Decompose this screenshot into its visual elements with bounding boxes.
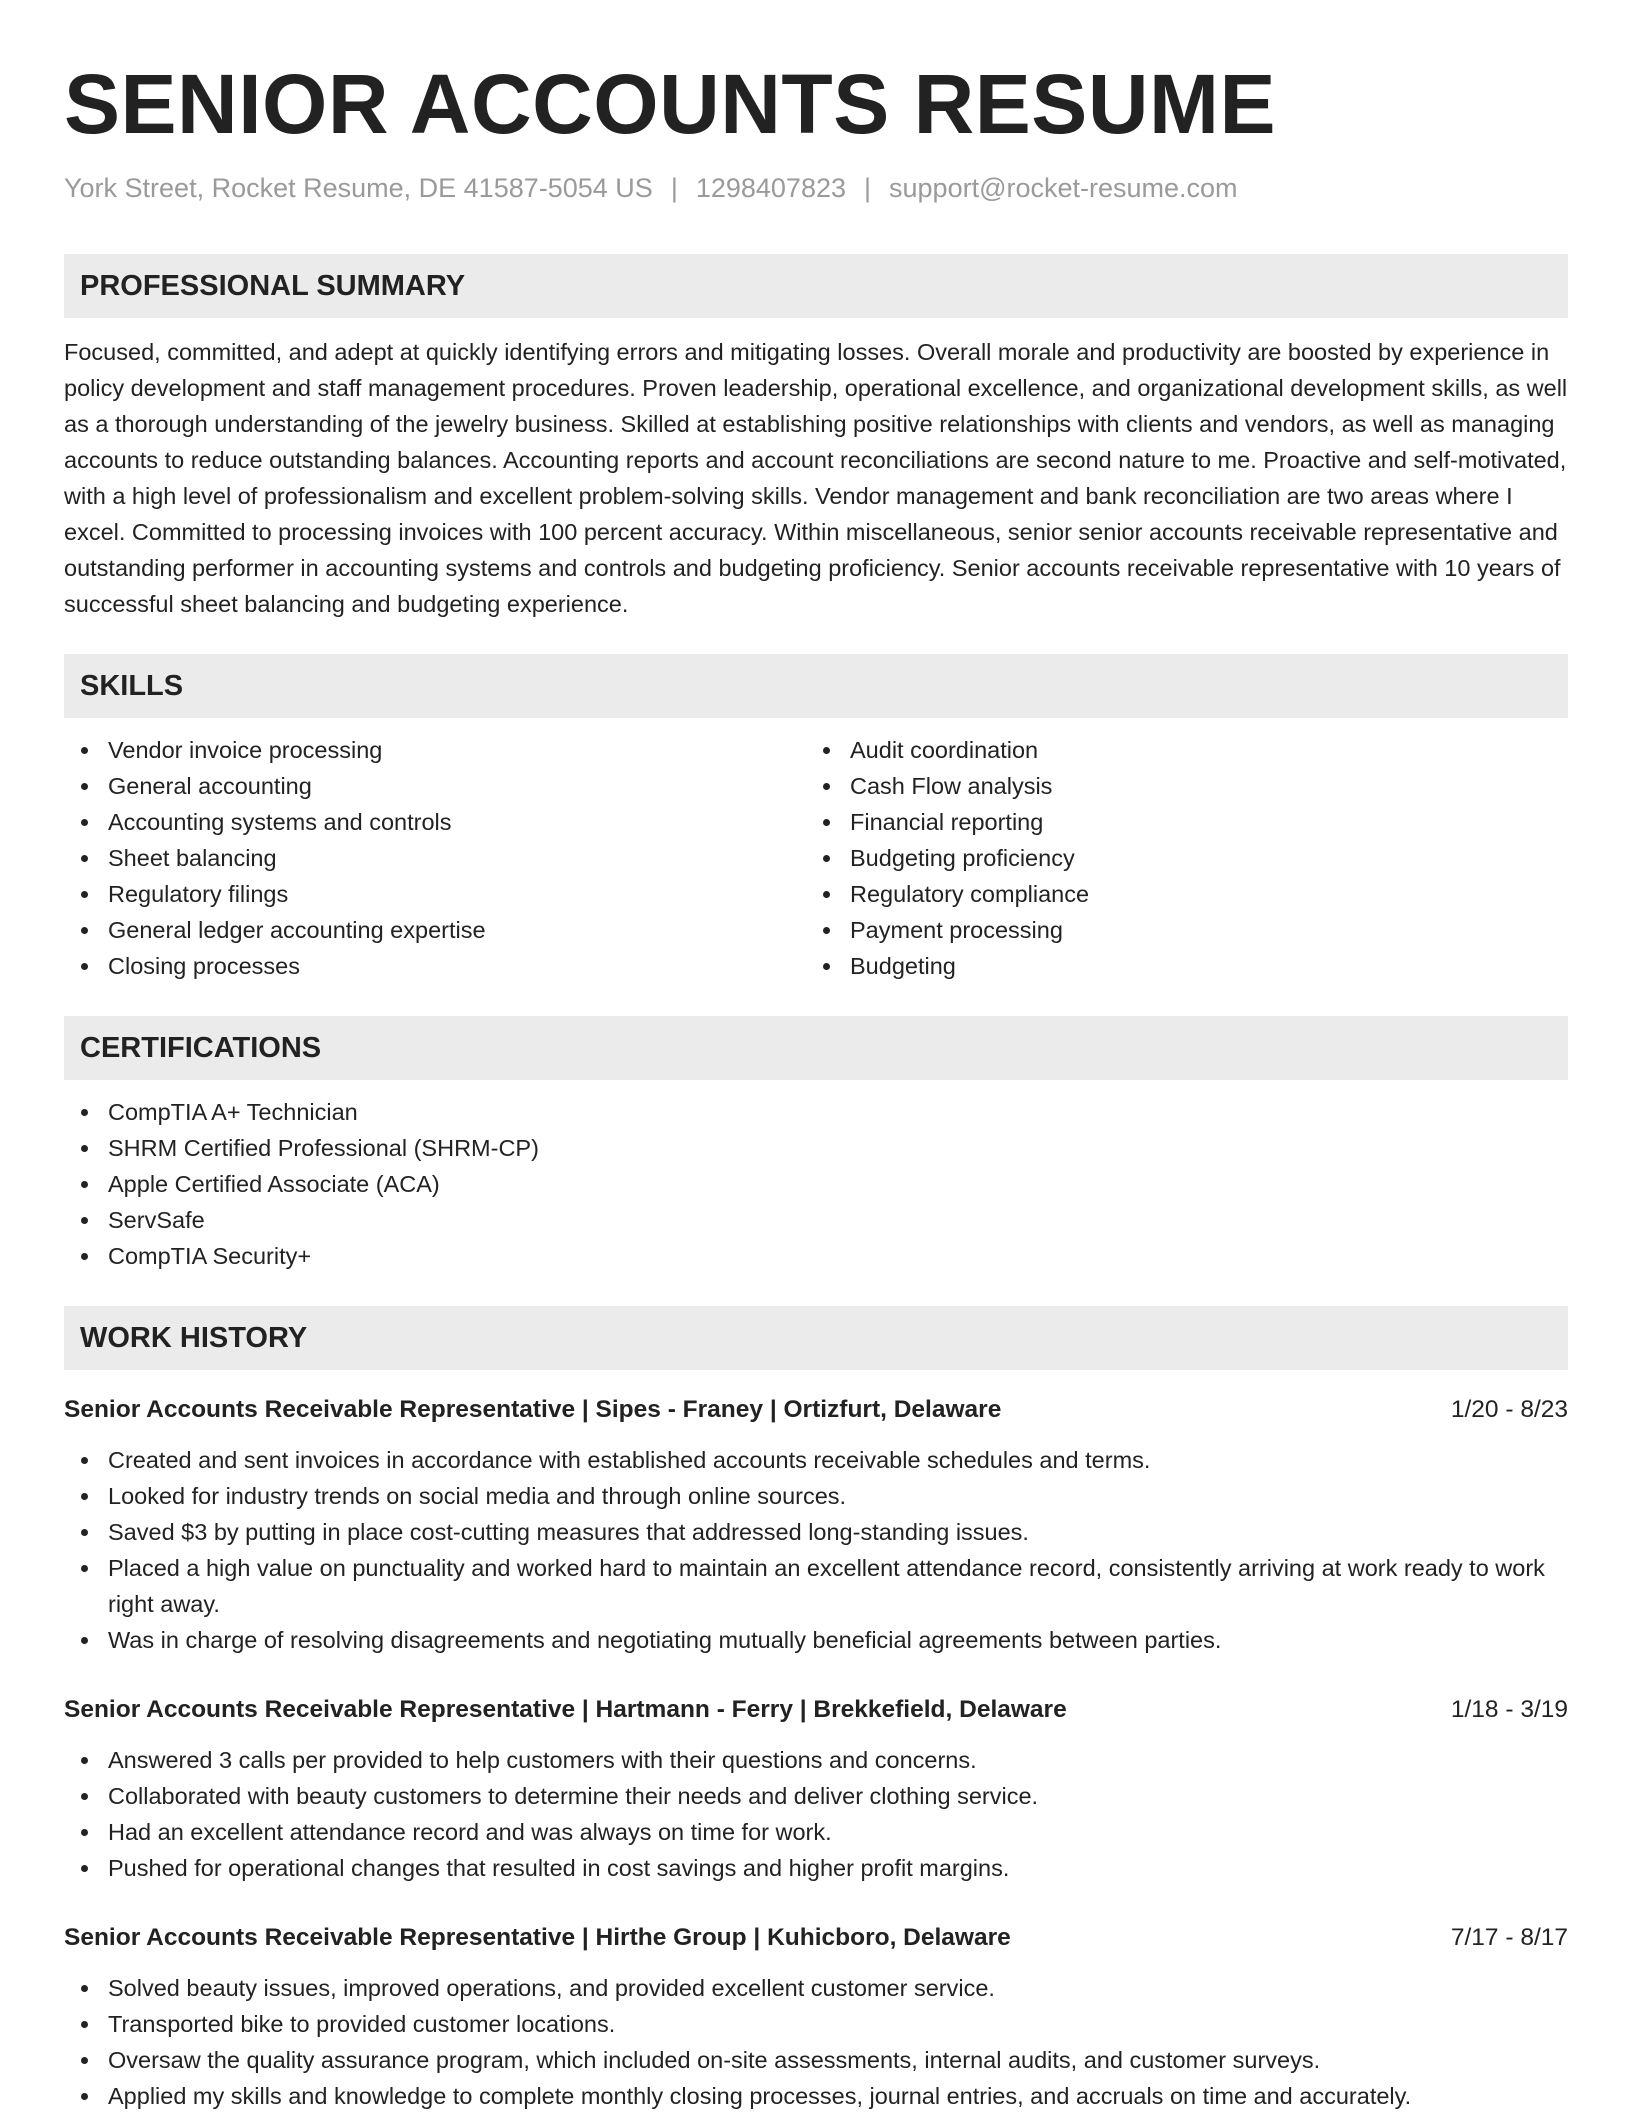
job-bullet: Answered 3 calls per provided to help customers with their questions and concerns. <box>64 1742 1568 1778</box>
contact-phone: 1298407823 <box>695 173 846 203</box>
certification-item: Apple Certified Associate (ACA) <box>64 1166 1568 1202</box>
skill-item: Vendor invoice processing <box>64 732 806 768</box>
job-bullet: Saved $3 by putting in place cost-cutting measures that addressed long-standing issues. <box>64 1514 1568 1550</box>
job-header <box>64 1692 1568 1728</box>
job-bullet: Applied my skills and knowledge to complete monthly closing processes, journal entries, and accruals on time and accurately. <box>64 2078 1568 2114</box>
job-entry <box>64 1692 1568 1886</box>
section-heading-skills: SKILLS <box>64 654 1568 718</box>
job-bullet: Was in charge of resolving disagreements and negotiating mutually beneficial agreements between parties. <box>64 1622 1568 1658</box>
skills-column-right <box>806 732 1548 984</box>
job-title: Senior Accounts Receivable Representative | Hartmann - Ferry | Brekkefield, Delaware <box>64 1696 1067 1723</box>
certification-item: CompTIA Security+ <box>64 1238 1568 1274</box>
certifications-list <box>64 1094 1568 1274</box>
skill-item: Financial reporting <box>806 804 1548 840</box>
skills-list <box>64 732 1568 984</box>
contact-email: support@rocket-resume.com <box>889 173 1238 203</box>
job-bullet: Placed a high value on punctuality and worked hard to maintain an excellent attendance record, consistently arriving at work ready to work right away. <box>64 1550 1568 1622</box>
job-header <box>64 1392 1568 1428</box>
job-bullet: Looked for industry trends on social media and through online sources. <box>64 1478 1568 1514</box>
skill-item: Audit coordination <box>806 732 1548 768</box>
certification-item: CompTIA A+ Technician <box>64 1094 1568 1130</box>
skill-item: Cash Flow analysis <box>806 768 1548 804</box>
job-bullet: Had an excellent attendance record and was always on time for work. <box>64 1814 1568 1850</box>
skill-item: General ledger accounting expertise <box>64 912 806 948</box>
certification-item: SHRM Certified Professional (SHRM-CP) <box>64 1130 1568 1166</box>
skills-column-left <box>64 732 806 984</box>
job-bullet: Pushed for operational changes that resulted in cost savings and higher profit margins. <box>64 1850 1568 1886</box>
job-bullet: Transported bike to provided customer locations. <box>64 2006 1568 2042</box>
job-entry <box>64 1920 1568 2114</box>
summary-text: Focused, committed, and adept at quickly identifying errors and mitigating losses. Overall morale and productivity are boosted by experience in policy development and staff management procedures. Proven leadership, operational excellence, and organizational development skills, as well as a thorough understanding of the jewelry business. Skilled at establishing positive relationships with clients and vendors, as well as managing accounts to reduce outstanding balances. Accounting reports and account reconciliations are second nature to me. Proactive and self-motivated, with a high level of professionalism and excellent problem-solving skills. Vendor management and bank reconciliation are two areas where I excel. Committed to processing invoices with 100 percent accuracy. Within miscellaneous, senior senior accounts receivable representative and outstanding performer in accounting systems and controls and budgeting proficiency. Senior accounts receivable representative with 10 years of successful sheet balancing and budgeting experience. <box>64 339 1568 617</box>
skill-item: General accounting <box>64 768 806 804</box>
skill-item: Budgeting proficiency <box>806 840 1548 876</box>
section-heading-work-history: WORK HISTORY <box>64 1306 1568 1370</box>
contact-separator: | <box>670 173 678 203</box>
job-bullets <box>64 1442 1568 1658</box>
resume-title: SENIOR ACCOUNTS RESUME <box>64 57 1276 151</box>
job-bullet: Solved beauty issues, improved operations, and provided excellent customer service. <box>64 1970 1568 2006</box>
skill-item: Regulatory filings <box>64 876 806 912</box>
job-bullets <box>64 1742 1568 1886</box>
job-dates: 1/18 - 3/19 <box>1450 1696 1568 1723</box>
job-title: Senior Accounts Receivable Representative | Hirthe Group | Kuhicboro, Delaware <box>64 1924 1011 1951</box>
job-bullet: Oversaw the quality assurance program, which included on-site assessments, internal audits, and customer surveys. <box>64 2042 1568 2078</box>
skill-item: Payment processing <box>806 912 1548 948</box>
skill-item: Closing processes <box>64 948 806 984</box>
skill-item: Regulatory compliance <box>806 876 1548 912</box>
contact-line <box>64 170 1568 206</box>
contact-separator: | <box>864 173 872 203</box>
job-bullet: Collaborated with beauty customers to determine their needs and deliver clothing service. <box>64 1778 1568 1814</box>
resume-page <box>64 56 1568 2114</box>
certification-item: ServSafe <box>64 1202 1568 1238</box>
skill-item: Sheet balancing <box>64 840 806 876</box>
job-dates: 7/17 - 8/17 <box>1450 1924 1568 1951</box>
job-title: Senior Accounts Receivable Representative | Sipes - Franey | Ortizfurt, Delaware <box>64 1396 1002 1423</box>
section-heading-summary: PROFESSIONAL SUMMARY <box>64 254 1568 318</box>
skill-item: Accounting systems and controls <box>64 804 806 840</box>
section-heading-certifications: CERTIFICATIONS <box>64 1016 1568 1080</box>
job-header <box>64 1920 1568 1956</box>
job-bullets <box>64 1970 1568 2114</box>
skill-item: Budgeting <box>806 948 1548 984</box>
job-dates: 1/20 - 8/23 <box>1450 1396 1568 1423</box>
job-bullet: Created and sent invoices in accordance with established accounts receivable schedules and terms. <box>64 1442 1568 1478</box>
job-entry <box>64 1392 1568 1658</box>
contact-address: York Street, Rocket Resume, DE 41587-5054 US <box>64 173 653 203</box>
